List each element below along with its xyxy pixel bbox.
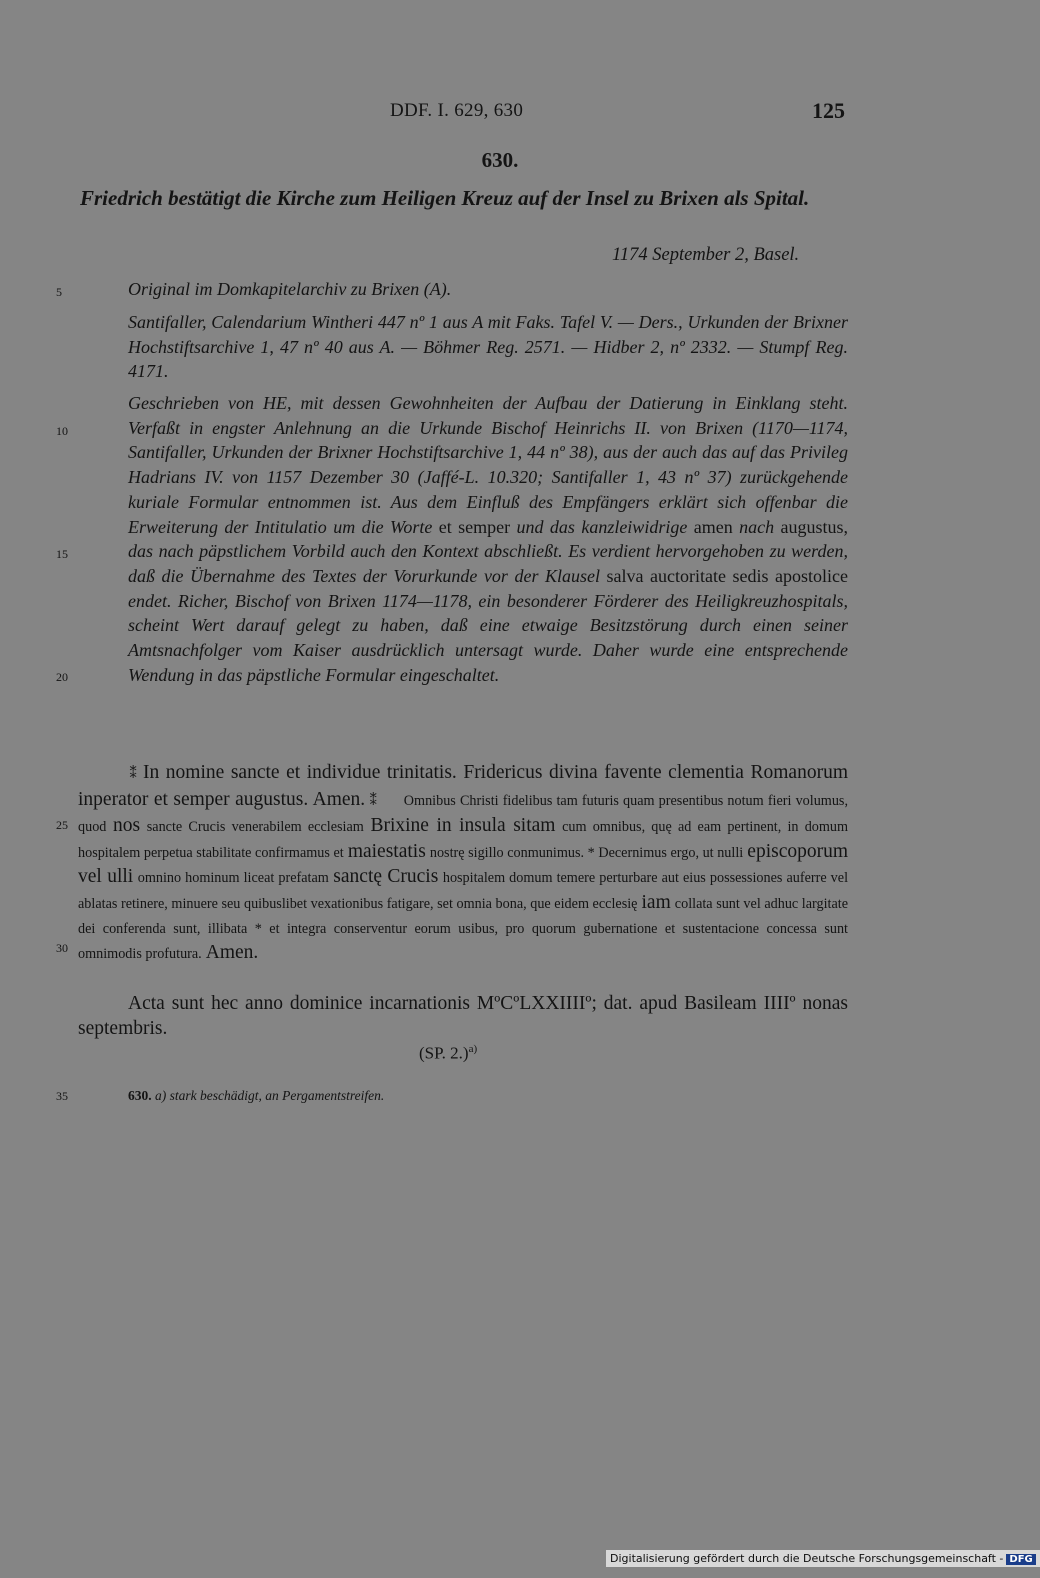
- charter-passage: Amen.: [205, 942, 259, 964]
- line-number: 25: [56, 818, 68, 832]
- dating-text: Acta sunt hec anno dominice incarnationis MºCºLXXIIIIº; dat. apud Basileam IIIIº nonas septembris.: [78, 993, 848, 1039]
- charter-passage: sancte Crucis venerabilem ecclesiam: [146, 819, 364, 836]
- line-number: 5: [56, 285, 62, 299]
- charter-dating: [78, 992, 848, 1041]
- seal-note: [419, 1043, 477, 1064]
- footnote: [128, 1088, 384, 1104]
- funding-text: Digitalisierung gefördert durch die Deutsche Forschungsgemeinschaft -: [610, 1552, 1004, 1565]
- literature-note: Santifaller, Calendarium Wintheri 447 nº 1 aus A mit Faks. Tafel V. — Ders., Urkunden der Brixner Hochstiftsarchive 1, 47 nº 40 aus A. — Böhmer Reg. 2571. — Hidber 2, nº 2332. — Stumpf Reg. 4171.: [128, 312, 848, 382]
- running-head: DDF. I. 629, 630: [390, 100, 524, 121]
- charter-passage: omnino hominum liceat prefatam: [137, 870, 329, 887]
- quoted-phrase: amen: [693, 516, 733, 537]
- charter-passage: episcoporum vel ulli: [78, 840, 849, 888]
- footnote-ref: a): [468, 1043, 478, 1055]
- charter-passage: Brixine in insula sitam: [370, 815, 556, 837]
- charter-passage: nostrę sigillo conmunimus. * Decernimus ergo, ut nulli: [429, 844, 744, 861]
- dfg-logo: DFG: [1006, 1554, 1035, 1565]
- charter-protocol: In nomine sancte et individue trinitatis. Fridericus divina favente clementia Romanorum inperator et semper augustus. Amen.: [78, 762, 848, 810]
- commentary-text: das nach päpstlichem Vorbild auch den Kontext abschließt. Es verdient hervorgehoben zu werden, daß die Übernahme des Textes der Vorurkunde vor der Klausel: [128, 541, 848, 586]
- regest-title: Friedrich bestätigt die Kirche zum Heiligen Kreuz auf der Insel zu Brixen als Spital.: [80, 186, 810, 210]
- line-number: 10: [56, 424, 68, 438]
- charter-passage: sanctę Crucis: [333, 866, 439, 888]
- commentary: [128, 391, 848, 687]
- cross-symbol: ⁑: [369, 793, 377, 809]
- line-number: 20: [56, 670, 68, 684]
- footnote-text: a) stark beschädigt, an Pergamentstreifen.: [155, 1088, 385, 1103]
- charter-text: [78, 761, 848, 967]
- commentary-text: endet. Richer, Bischof von Brixen 1174—1178, ein besonderer Förderer des Heiligkreuzhospitals, scheint Wert darauf gelegt zu haben, daß eine etwaige Besitzstörung durch einen seiner Amtsnachfolger vom Kaiser ausdrücklich untersagt wurde. Daher wurde eine entsprechende Wendung in das päpstliche Formular eingeschaltet.: [128, 590, 848, 685]
- page-number: 125: [812, 98, 845, 123]
- funding-banner: [606, 1550, 1040, 1567]
- line-number: 30: [56, 941, 68, 955]
- charter-passage: maiestatis: [347, 840, 426, 862]
- quoted-phrase: augustus,: [780, 516, 849, 537]
- cross-symbol: ⁑: [128, 767, 138, 782]
- charter-passage: nos: [113, 815, 141, 837]
- charter-passage: iam: [641, 891, 671, 913]
- charter-passage: Omnibus Christi fidelibus tam futuris quam presentibus notum fieri volumus, quod: [78, 792, 848, 836]
- line-number: 15: [56, 547, 68, 561]
- tradition-note: Original im Domkapitelarchiv zu Brixen (A).: [128, 279, 452, 299]
- charter-passage: cum omnibus, quę ad eam pertinent, in domum hospitalem perpetua stabilitate confirmamus et: [78, 819, 849, 861]
- seal-text: (SP. 2.): [419, 1043, 469, 1063]
- document-number: 630.: [481, 148, 519, 172]
- quoted-phrase: salva auctoritate sedis apostolice: [606, 565, 848, 586]
- charter-passage: hospitalem domum temere perturbare aut eius possessiones auferre vel ablatas retinere, minuere seu quibuslibet vexationibus fatigare, set omnia bona, que eidem ecclesię: [78, 870, 849, 912]
- line-number: 35: [56, 1089, 68, 1103]
- commentary-text: Geschrieben von HE, mit dessen Gewohnheiten der Aufbau der Datierung in Einklang steht. Verfaßt in engster Anlehnung an die Urkunde Bischof Heinrichs II. von Brixen (1170—1174, Santifaller, Urkunden der Brixner Hochstiftsarchive 1, 44 nº 38), aus der auch das auf das Privileg Hadrians IV. von 1157 Dezember 30 (Jaffé-L. 10.320; Santifaller 1, 43 nº 37) zurückgehende kuriale Formular entnommen ist. Aus dem Einfluß des Empfängers erklärt sich offenbar die Erweiterung der Intitulatio um die Worte: [128, 393, 848, 537]
- charter-passage: collata sunt vel adhuc largitate dei conferenda sunt, illibata * et integra conserventur eorum usibus, pro quorum gubernatione et sustentacione concessa sunt omnimodis profutura.: [78, 895, 849, 963]
- footnote-number: 630.: [128, 1088, 152, 1103]
- commentary-text: nach: [739, 516, 775, 537]
- commentary-text: und das kanzleiwidrige: [516, 516, 688, 537]
- date-place: 1174 September 2, Basel.: [612, 245, 800, 265]
- quoted-phrase: et semper: [438, 516, 511, 537]
